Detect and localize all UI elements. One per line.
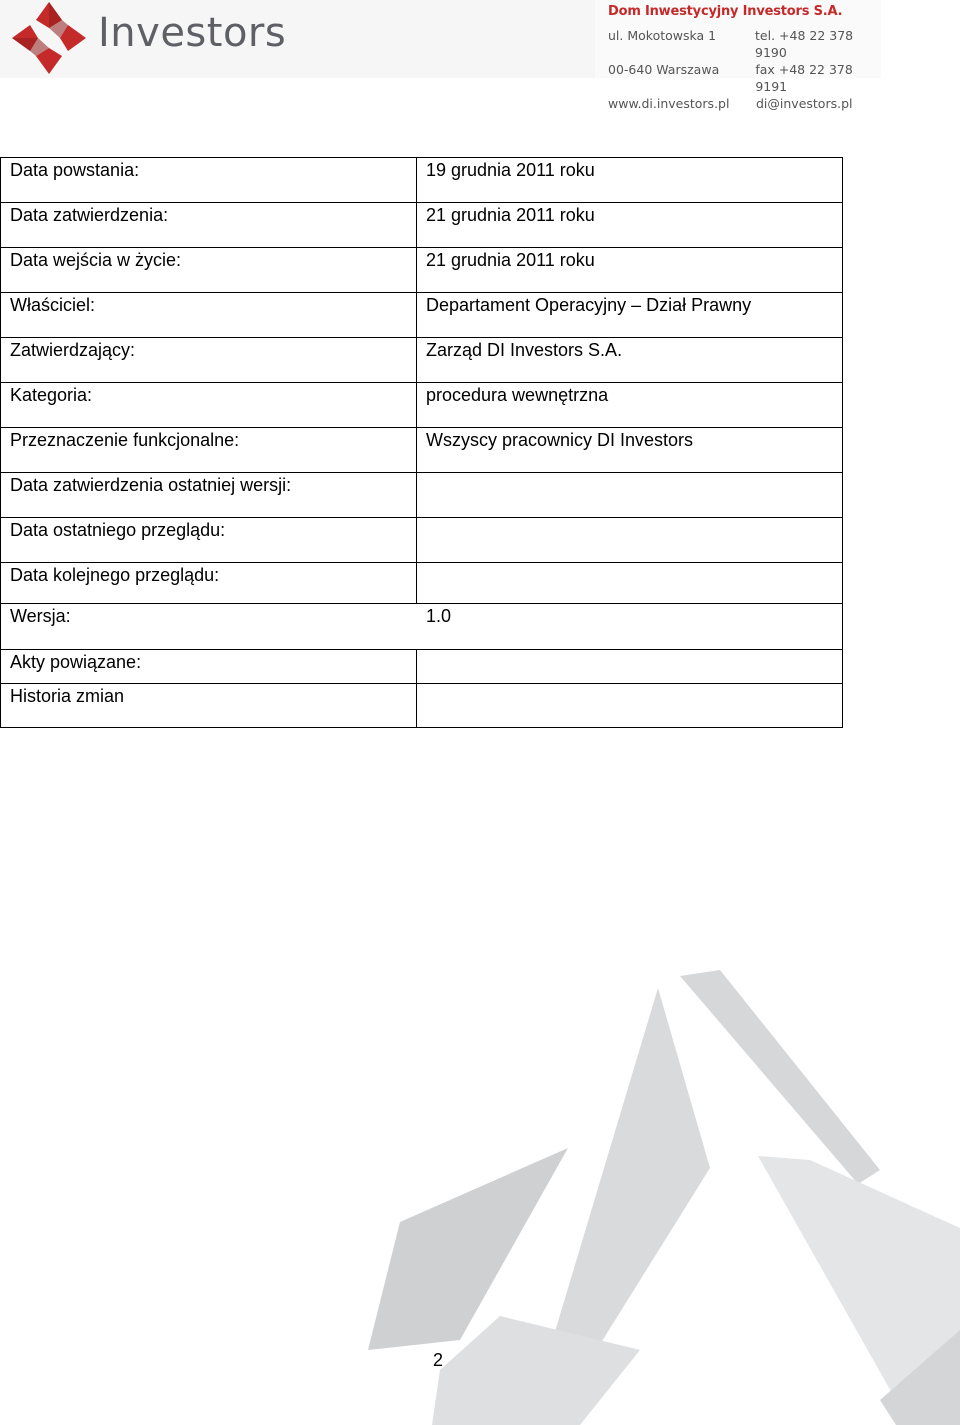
investors-logo-icon <box>10 0 88 76</box>
row-label: Data zatwierdzenia ostatniej wersji: <box>10 475 292 495</box>
document-metadata-table <box>0 157 843 728</box>
contact-row <box>608 61 888 95</box>
table-row <box>0 247 843 292</box>
row-label: Akty powiązane: <box>10 652 142 672</box>
brand-name: Investors <box>98 10 287 56</box>
row-label: Data wejścia w życie: <box>10 250 182 270</box>
row-value: 1.0 <box>426 606 452 626</box>
header-band <box>0 0 595 78</box>
table-row <box>0 472 843 517</box>
table-row <box>0 683 843 728</box>
row-label: Data kolejnego przeglądu: <box>10 565 220 585</box>
row-label: Data ostatniego przeglądu: <box>10 520 226 540</box>
fax-number: fax +48 22 378 9191 <box>755 62 853 94</box>
row-value: 21 grudnia 2011 roku <box>426 205 595 225</box>
row-value: 19 grudnia 2011 roku <box>426 160 595 180</box>
row-value: Zarząd DI Investors S.A. <box>426 340 623 360</box>
row-value: procedura wewnętrzna <box>426 385 609 405</box>
table-row <box>0 427 843 472</box>
row-label: Właściciel: <box>10 295 96 315</box>
address-street: ul. Mokotowska 1 <box>608 28 717 43</box>
table-row <box>0 202 843 247</box>
contact-row <box>608 95 888 112</box>
row-label: Kategoria: <box>10 385 93 405</box>
company-contact-block <box>608 4 888 112</box>
row-value: Wszyscy pracownicy DI Investors <box>426 430 694 450</box>
page-number: 2 <box>433 1350 444 1370</box>
row-label: Przeznaczenie funkcjonalne: <box>10 430 240 450</box>
table-row <box>0 562 843 603</box>
row-label: Wersja: <box>10 606 71 626</box>
contact-row <box>608 27 888 61</box>
website-link[interactable]: www.di.investors.pl <box>608 96 730 111</box>
table-row <box>0 337 843 382</box>
row-label: Data powstania: <box>10 160 140 180</box>
table-row <box>0 649 843 683</box>
table-row <box>0 382 843 427</box>
row-label: Zatwierdzający: <box>10 340 136 360</box>
table-row <box>0 157 843 202</box>
table-row <box>0 292 843 337</box>
table-row <box>0 603 843 649</box>
phone-number: tel. +48 22 378 9190 <box>755 28 854 60</box>
table-row <box>0 517 843 562</box>
row-value: 21 grudnia 2011 roku <box>426 250 595 270</box>
email-link[interactable]: di@investors.pl <box>756 96 853 111</box>
row-value: Departament Operacyjny – Dział Prawny <box>426 295 752 315</box>
address-city: 00-640 Warszawa <box>608 62 720 77</box>
row-label: Data zatwierdzenia: <box>10 205 169 225</box>
company-name: Dom Inwestycyjny Investors S.A. <box>608 4 843 19</box>
row-label: Historia zmian <box>10 686 125 706</box>
